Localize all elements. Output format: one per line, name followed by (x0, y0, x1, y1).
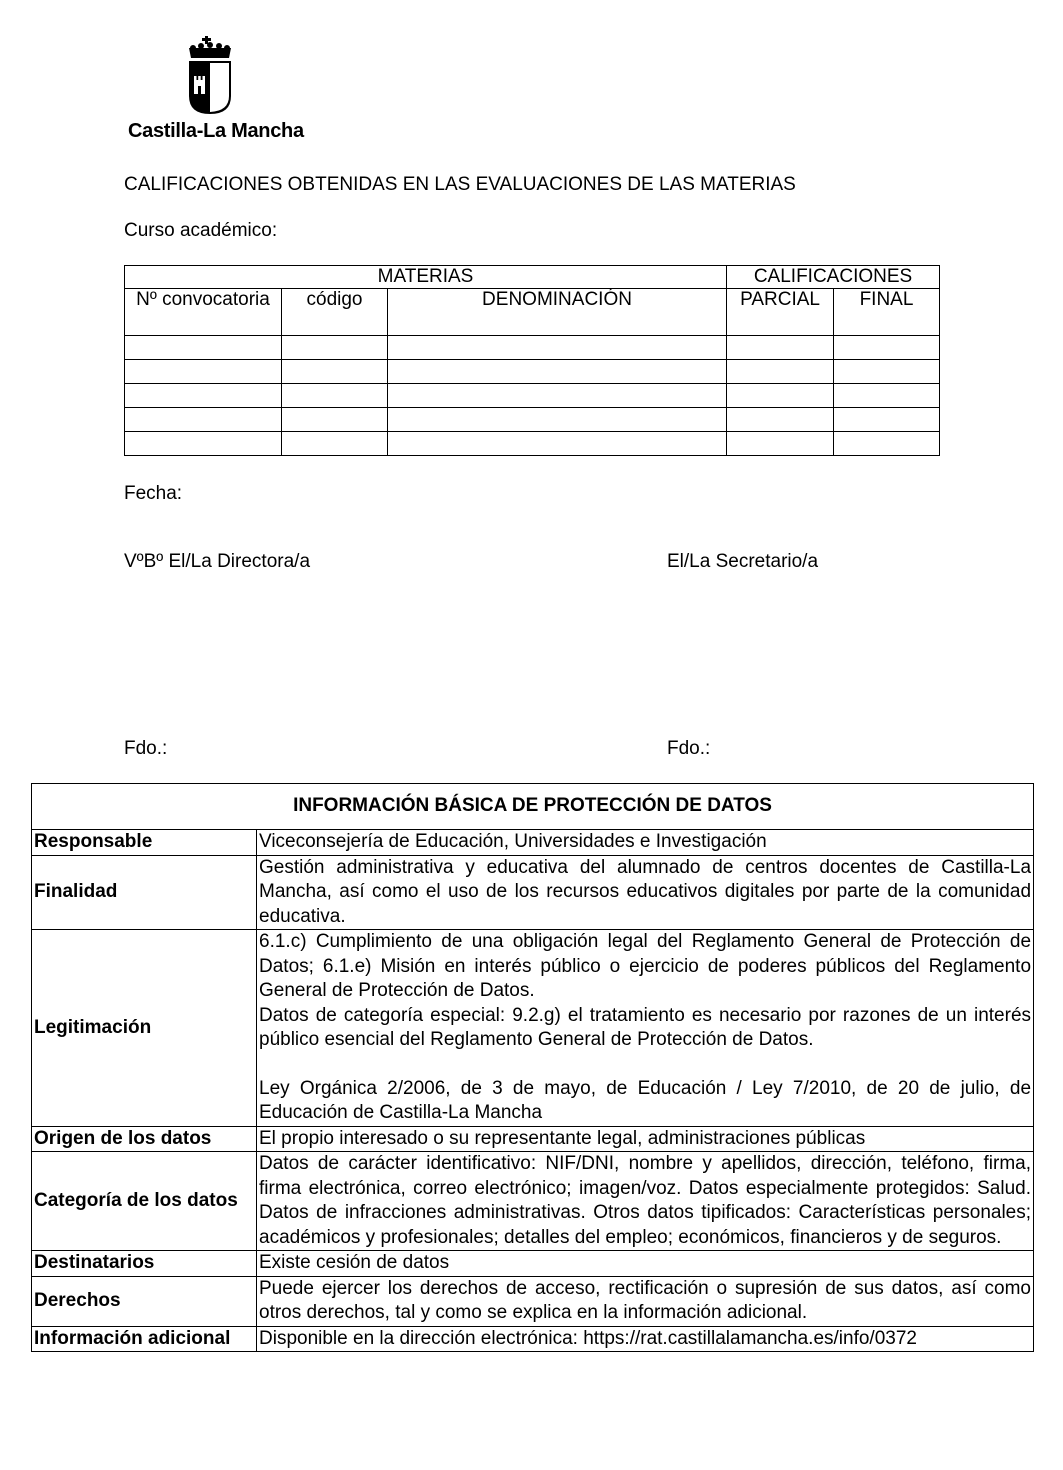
curso-academico-label: Curso académico: (124, 220, 278, 241)
row-value-categoria (257, 1152, 1034, 1251)
table-cell[interactable] (727, 360, 834, 384)
document-title: CALIFICACIONES OBTENIDAS EN LAS EVALUACIONES DE LAS MATERIAS (124, 174, 796, 195)
table-cell[interactable] (388, 336, 727, 360)
secretario-label: El/La Secretario/a (667, 551, 819, 572)
logo-text: Castilla-La Mancha (128, 120, 304, 142)
table-cell[interactable] (282, 432, 388, 456)
table-cell[interactable] (834, 408, 940, 432)
table-row (32, 1326, 1034, 1352)
fdo-right-label: Fdo.: (667, 738, 711, 759)
table-cell[interactable] (125, 408, 282, 432)
fdo-left-label: Fdo.: (124, 738, 168, 759)
row-value-origen (257, 1126, 1034, 1152)
column-header-convocatoria: Nº convocatoria (125, 289, 282, 336)
row-label-informacion-adicional: Información adicional (32, 1326, 257, 1352)
materias-header: MATERIAS (125, 266, 727, 289)
table-row (32, 1152, 1034, 1251)
fecha-label: Fecha: (124, 483, 183, 504)
table-row (125, 408, 940, 432)
table-row (32, 1276, 1034, 1326)
row-label-legitimacion: Legitimación (32, 930, 257, 1127)
table-cell[interactable] (727, 408, 834, 432)
table-row (32, 855, 1034, 930)
paragraph: Gestión administrativa y educativa del alumnado de centros docentes de Castilla-La Mancha, así como el uso de los recursos educativos digitales por parte de la comunidad educativa. (259, 856, 1032, 927)
grades-group-header-row (125, 266, 940, 289)
table-cell[interactable] (125, 360, 282, 384)
table-row (125, 384, 940, 408)
vobo-directora-label: VºBº El/La Directora/a (124, 551, 311, 572)
paragraph: Datos de categoría especial: 9.2.g) el tratamiento es necesario por razones de un interés público esencial del Reglamento General de Protección de Datos. (259, 1004, 1032, 1050)
row-label-responsable: Responsable (32, 830, 257, 856)
paragraph-spacer (259, 1053, 1031, 1077)
row-value-derechos (257, 1276, 1034, 1326)
table-cell[interactable] (727, 384, 834, 408)
table-cell[interactable] (125, 432, 282, 456)
table-cell[interactable] (388, 432, 727, 456)
table-row (32, 830, 1034, 856)
column-header-parcial: PARCIAL (727, 289, 834, 336)
row-label-derechos: Derechos (32, 1276, 257, 1326)
row-label-origen: Origen de los datos (32, 1126, 257, 1152)
table-cell[interactable] (282, 408, 388, 432)
paragraph: Puede ejercer los derechos de acceso, rectificación o supresión de sus datos, así como otros derechos, tal y como se explica en la información adicional. (259, 1277, 1032, 1323)
table-cell[interactable] (388, 360, 727, 384)
table-row (125, 336, 940, 360)
table-cell[interactable] (834, 336, 940, 360)
table-row (32, 1126, 1034, 1152)
calificaciones-header: CALIFICACIONES (727, 266, 940, 289)
table-cell[interactable] (282, 336, 388, 360)
paragraph: Disponible en la dirección electrónica: https://rat.castillalamancha.es/info/0372 (259, 1327, 917, 1349)
row-value-destinatarios (257, 1251, 1034, 1277)
data-protection-table (31, 783, 1034, 1352)
table-row (32, 1251, 1034, 1277)
table-cell[interactable] (834, 432, 940, 456)
coat-of-arms-icon (185, 36, 235, 116)
table-row (125, 360, 940, 384)
table-cell[interactable] (388, 384, 727, 408)
table-row (32, 930, 1034, 1127)
column-header-codigo: código (282, 289, 388, 336)
grades-column-header-row (125, 289, 940, 336)
paragraph: Existe cesión de datos (259, 1252, 450, 1273)
column-header-denominacion: DENOMINACIÓN (388, 289, 727, 336)
row-label-finalidad: Finalidad (32, 855, 257, 930)
table-row (125, 432, 940, 456)
row-label-categoria: Categoría de los datos (32, 1152, 257, 1251)
table-cell[interactable] (282, 384, 388, 408)
paragraph: El propio interesado o su representante legal, administraciones públicas (259, 1127, 866, 1149)
header-logo (125, 36, 304, 148)
row-value-legitimacion (257, 930, 1034, 1127)
column-header-final: FINAL (834, 289, 940, 336)
paragraph: Ley Orgánica 2/2006, de 3 de mayo, de Educación / Ley 7/2010, de 20 de julio, de Educación de Castilla-La Mancha (259, 1077, 1032, 1123)
data-protection-title: INFORMACIÓN BÁSICA DE PROTECCIÓN DE DATOS (32, 784, 1034, 830)
paragraph: 6.1.c) Cumplimiento de una obligación legal del Reglamento General de Protección de Datos; 6.1.e) Misión en interés público o ejercicio de poderes públicos del Reglamento General de Protección de Datos. (259, 931, 1032, 1001)
table-cell[interactable] (834, 360, 940, 384)
row-label-destinatarios: Destinatarios (32, 1251, 257, 1277)
table-cell[interactable] (125, 336, 282, 360)
row-value-finalidad (257, 855, 1034, 930)
data-protection-title-row (32, 784, 1034, 830)
table-cell[interactable] (727, 336, 834, 360)
table-cell[interactable] (727, 432, 834, 456)
paragraph: Datos de carácter identificativo: NIF/DNI, nombre y apellidos, dirección, teléfono, firma, firma electrónica, correo electrónico; imagen/voz. Datos especialmente protegidos: Salud. Datos de infracciones administrativas. Otros datos tipificados: Características personales; académicos y profesionales; detalles del empleo; económicos, financieros y de seguros. (259, 1153, 1032, 1248)
grades-table (124, 265, 940, 456)
paragraph: Viceconsejería de Educación, Universidades e Investigación (259, 831, 767, 852)
row-value-informacion-adicional (257, 1326, 1034, 1352)
row-value-responsable (257, 830, 1034, 856)
table-cell[interactable] (388, 408, 727, 432)
table-cell[interactable] (834, 384, 940, 408)
table-cell[interactable] (282, 360, 388, 384)
table-cell[interactable] (125, 384, 282, 408)
